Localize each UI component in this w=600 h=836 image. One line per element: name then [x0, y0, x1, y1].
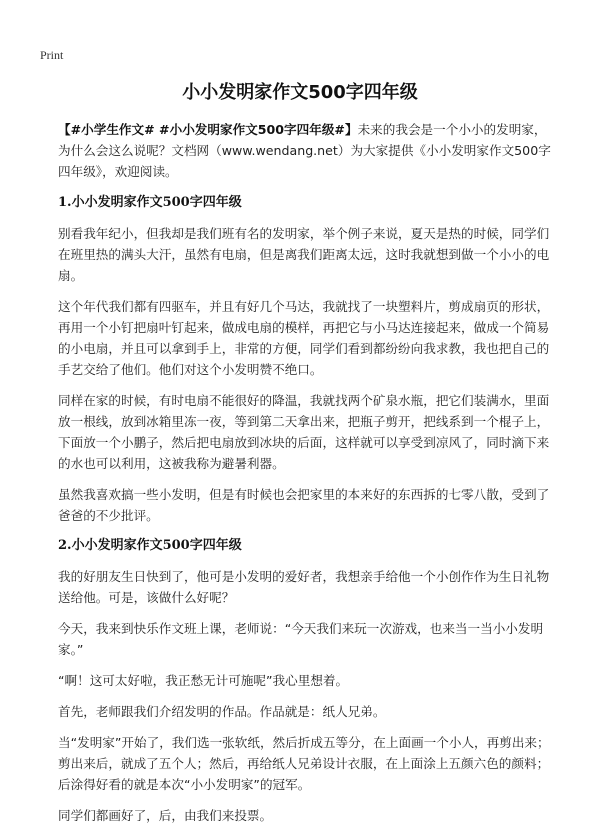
section-1-paragraph: 别看我年纪小，但我却是我们班有名的发明家，举个例子来说，夏天是热的时候，同学们在班里热的满头大汗，虽然有电扇，但是离我们距离太远，这时我就想到做一个小小的电扇。: [58, 226, 550, 283]
intro-paragraph: [58, 119, 552, 182]
section-2-paragraph: 今天，我来到快乐作文班上课，老师说：“今天我们来玩一次游戏，也来当一当小小发明家。”: [58, 621, 544, 657]
print-label: Print: [40, 48, 64, 62]
section-1-title: 1.小小发明家作文500字四年级: [58, 195, 242, 210]
intro-text: 未来的我会是一个小小的发明家，为什么会这么说呢？文档网（www.wendang.net）为大家提供《小小发明家作文500字四年级》，欢迎阅读。: [58, 122, 551, 179]
section-1-paragraph: 虽然我喜欢搞一些小发明，但是有时候也会把家里的本来好的东西拆的七零八散，受到了爸爸的不少批评。: [58, 487, 550, 523]
article-body: [58, 119, 552, 836]
section-1-paragraph: 同样在家的时候，有时电扇不能很好的降温，我就找两个矿泉水瓶，把它们装满水，里面放一根线，放到冰箱里冻一夜，等到第二天拿出来，把瓶子剪开，把线系到一个棍子上，下面放一个小鹏子，然后把电扇放到冰块的后面，这样就可以享受到凉风了，同时滴下来的水也可以利用，这被我称为避暑利器。: [58, 393, 550, 471]
section-2-paragraph: 同学们都画好了，后，由我们来投票。: [58, 808, 273, 823]
section-2-title: 2.小小发明家作文500字四年级: [58, 538, 242, 553]
section-2-paragraph: 我的好朋友生日快到了，他可是小发明的爱好者，我想亲手给他一个小创作作为生日礼物送给他。可是，该做什么好呢？: [58, 569, 550, 605]
intro-tag: 【#小学生作文# #小小发明家作文500字四年级#】: [58, 122, 358, 137]
section-2-paragraph: “啊！这可太好啦，我正愁无计可施呢”我心里想着。: [58, 673, 349, 688]
section-1-paragraph: 这个年代我们都有四驱车，并且有好几个马达，我就找了一块塑料片，剪成扇页的形状，再用一个小钉把扇叶钉起来，做成电扇的模样，再把它与小马达连接起来，做成一个简易的小电扇，并且可以拿到手上，非常的方便，同学们看到都纷纷向我求教，我也把自己的手艺交给了他们。他们对这个小发明赞不绝口。: [58, 299, 550, 377]
page-title: 小小发明家作文500字四年级: [182, 82, 418, 103]
section-2-paragraph: 首先，老师跟我们介绍发明的作品。作品就是：纸人兄弟。: [58, 704, 386, 719]
section-2-paragraph: 当“发明家”开始了，我们选一张软纸，然后折成五等分，在上面画一个小人，再剪出来；剪出来后，就成了五个人；然后，再给纸人兄弟设计衣服，在上面涂上五颜六色的颜料；后涂得好看的就是本次“小小发明家”的冠军。: [58, 735, 550, 792]
